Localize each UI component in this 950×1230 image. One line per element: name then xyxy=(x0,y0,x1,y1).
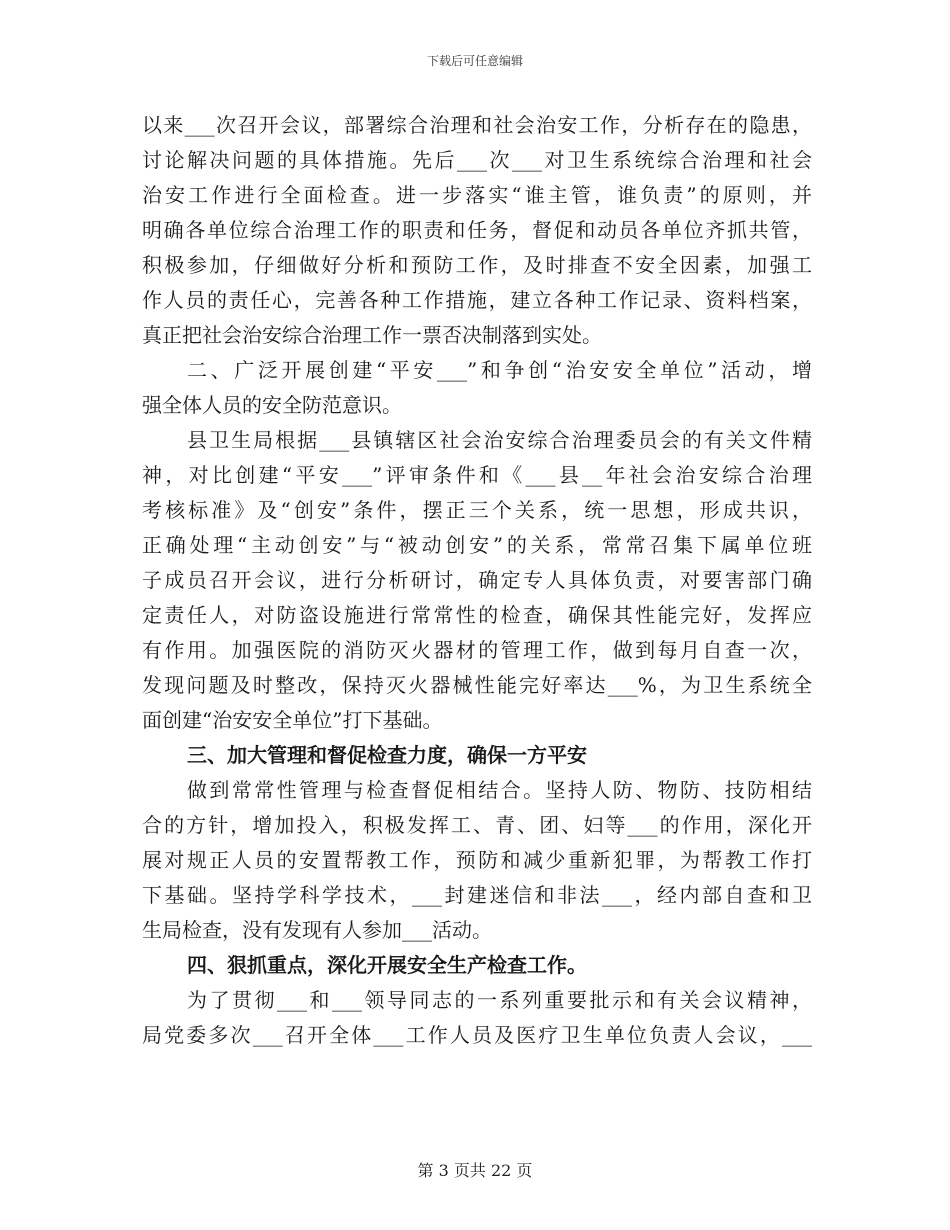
text-line: 展对规正人员的安置帮教工作，预防和减少重新犯罪，为帮教工作打 xyxy=(142,848,812,872)
section-heading xyxy=(142,948,812,983)
text-line: 下基础。坚持学科学技术，___封建迷信和非法___，经内部自查和卫 xyxy=(142,883,812,907)
paragraph xyxy=(142,108,812,353)
page-footer: 第 3 页共 22 页 xyxy=(417,1161,533,1180)
text-line: 为了贯彻___和___领导同志的一系列重要批示和有关会议精神， xyxy=(187,988,812,1012)
text-line: 定责任人，对防盗设施进行常常性的检查，确保其性能完好，发挥应 xyxy=(142,603,812,627)
text-line: 作人员的责任心，完善各种工作措施，建立各种工作记录、资料档案， xyxy=(142,288,812,312)
text-line: 治安工作进行全面检查。进一步落实“谁主管，谁负责”的原则，并 xyxy=(142,183,812,207)
text-line: 讨论解决问题的具体措施。先后___次___对卫生系统综合治理和社会 xyxy=(142,148,812,172)
document-body xyxy=(142,108,812,1053)
page-header: 下载后可任意编辑 xyxy=(426,54,523,68)
text-line: 二、广泛开展创建“平安___”和争创“治安安全单位”活动，增 xyxy=(187,358,812,382)
text-line: 三、加大管理和督促检查力度，确保一方平安 xyxy=(187,743,587,767)
text-line: 县卫生局根据___县镇辖区社会治安综合治理委员会的有关文件精 xyxy=(187,428,812,452)
text-line: 积极参加，仔细做好分析和预防工作，及时排查不安全因素，加强工 xyxy=(142,253,812,277)
paragraph xyxy=(142,353,812,423)
text-line: 神，对比创建“平安___”评审条件和《___县__年社会治安综合治理 xyxy=(142,463,812,487)
text-line: 以来___次召开会议，部署综合治理和社会治安工作，分析存在的隐患， xyxy=(142,113,812,137)
paragraph xyxy=(142,773,812,948)
text-line: 有作用。加强医院的消防灭火器材的管理工作，做到每月自查一次， xyxy=(142,638,812,662)
text-line: 考核标准》及“创安”条件，摆正三个关系，统一思想，形成共识， xyxy=(142,498,812,522)
text-line: 正确处理“主动创安”与“被动创安”的关系，常常召集下属单位班 xyxy=(142,533,812,557)
text-line: 合的方针，增加投入，积极发挥工、青、团、妇等___的作用，深化开 xyxy=(142,813,812,837)
text-line: 发现问题及时整改，保持灭火器械性能完好率达___%，为卫生系统全 xyxy=(142,673,812,697)
text-line: 四、狠抓重点，深化开展安全生产检查工作。 xyxy=(187,953,587,977)
section-heading xyxy=(142,738,812,773)
text-line: 真正把社会治安综合治理工作一票否决制落到实处。 xyxy=(142,323,602,347)
text-line: 做到常常性管理与检查督促相结合。坚持人防、物防、技防相结 xyxy=(187,778,812,802)
paragraph xyxy=(142,423,812,738)
text-line: 面创建“治安安全单位”打下基础。 xyxy=(142,708,443,732)
text-line: 生局检查，没有发现有人参加___活动。 xyxy=(142,918,492,942)
paragraph xyxy=(142,983,812,1053)
text-line: 明确各单位综合治理工作的职责和任务，督促和动员各单位齐抓共管， xyxy=(142,218,812,242)
text-line: 局党委多次___召开全体___工作人员及医疗卫生单位负责人会议，___ xyxy=(142,1023,812,1047)
text-line: 子成员召开会议，进行分析研讨，确定专人具体负责，对要害部门确 xyxy=(142,568,812,592)
text-line: 强全体人员的安全防范意识。 xyxy=(142,393,402,417)
